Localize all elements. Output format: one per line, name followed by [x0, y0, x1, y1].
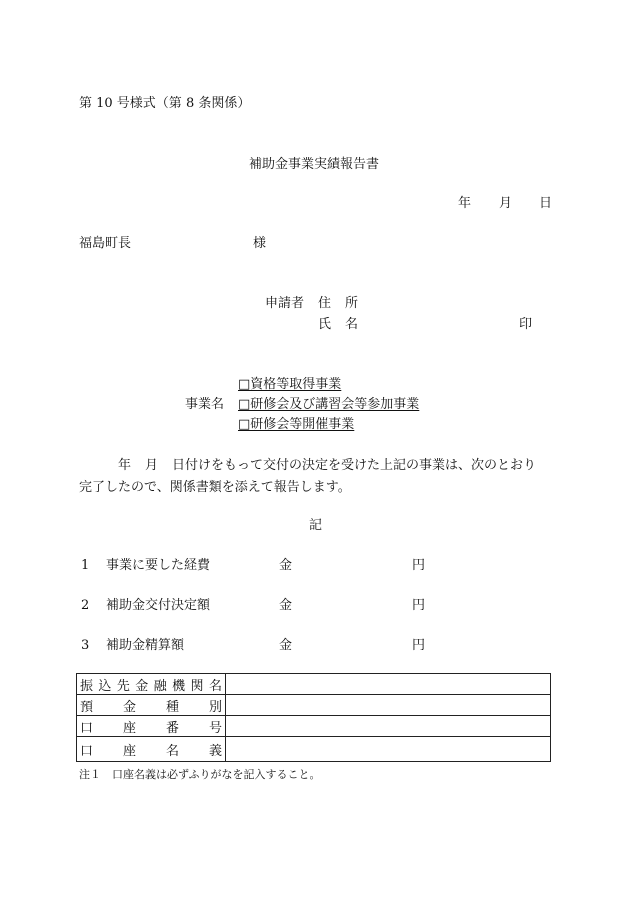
- label-char: 込: [98, 678, 112, 694]
- item-number: 1: [81, 558, 90, 573]
- document-title: 補助金事業実績報告書: [249, 157, 380, 172]
- account-holder-value[interactable]: [226, 737, 551, 762]
- label-char: 種: [165, 699, 179, 715]
- item-kin: 金: [279, 558, 293, 573]
- bank-info-table: [76, 673, 551, 762]
- address-label-char: 住: [318, 296, 332, 311]
- ki-heading: 記: [309, 518, 323, 533]
- applicant-label: 申請者: [265, 296, 305, 311]
- table-row: [77, 674, 551, 695]
- item-yen: 円: [412, 598, 426, 613]
- label-char: 名: [208, 678, 222, 694]
- form-number: 第 10 号様式（第 8 条関係）: [79, 96, 251, 111]
- name-label-char: 名: [345, 317, 359, 332]
- label-char: 関: [190, 678, 204, 694]
- label-char: 口: [80, 743, 94, 759]
- project-option: □資格等取得事業: [238, 377, 342, 392]
- project-option: □研修会及び講習会等参加事業: [238, 397, 420, 412]
- item-kin: 金: [279, 638, 293, 653]
- name-label-char: 氏: [318, 317, 332, 332]
- label-char: 義: [208, 743, 222, 759]
- table-row: [77, 716, 551, 737]
- label-char: 座: [122, 720, 136, 736]
- item-label: 補助金精算額: [106, 638, 185, 653]
- label-char: 号: [208, 720, 222, 736]
- label-char: 名: [165, 743, 179, 759]
- deposit-type-value[interactable]: [226, 695, 551, 716]
- body-year: 年: [118, 458, 132, 473]
- body-line2-text: 完了したので、関係書類を添えて報告します。: [79, 480, 351, 495]
- table-row: [77, 695, 551, 716]
- label-char: 金: [122, 699, 136, 715]
- bank-name-value[interactable]: [226, 674, 551, 695]
- label-char: 機: [172, 678, 186, 694]
- date-day: 日: [539, 196, 553, 211]
- label-char: 振: [80, 678, 94, 694]
- addressee-honorific: 様: [253, 236, 267, 251]
- footnote: 注１ 口座名義は必ずふりがなを記入すること。: [79, 768, 321, 781]
- seal-mark: 印: [519, 317, 533, 332]
- label-char: 先: [116, 678, 130, 694]
- body-line1-text: 日付けをもって交付の決定を受けた上記の事業は、次のとおり: [172, 458, 537, 473]
- label-char: 別: [208, 699, 222, 715]
- label-char: 番: [165, 720, 179, 736]
- account-holder-label: [77, 737, 226, 762]
- bank-name-label: [77, 674, 226, 695]
- label-char: 口: [80, 720, 94, 736]
- addressee-name: 福島町長: [79, 236, 132, 251]
- item-yen: 円: [412, 638, 426, 653]
- label-char: 金: [135, 678, 149, 694]
- item-number: 3: [81, 638, 90, 653]
- date-month: 月: [499, 196, 513, 211]
- item-label: 事業に要した経費: [106, 558, 211, 573]
- item-kin: 金: [279, 598, 293, 613]
- deposit-type-label: [77, 695, 226, 716]
- project-label: 事業名: [185, 397, 225, 412]
- account-number-value[interactable]: [226, 716, 551, 737]
- project-option: □研修会等開催事業: [238, 417, 355, 432]
- date-year: 年: [458, 196, 472, 211]
- label-char: 座: [122, 743, 136, 759]
- label-char: 融: [153, 678, 167, 694]
- address-label-char: 所: [345, 296, 359, 311]
- item-number: 2: [81, 598, 90, 613]
- body-month: 月: [145, 458, 159, 473]
- item-label: 補助金交付決定額: [106, 598, 211, 613]
- label-char: 預: [80, 699, 94, 715]
- item-yen: 円: [412, 558, 426, 573]
- account-number-label: [77, 716, 226, 737]
- table-row: [77, 737, 551, 762]
